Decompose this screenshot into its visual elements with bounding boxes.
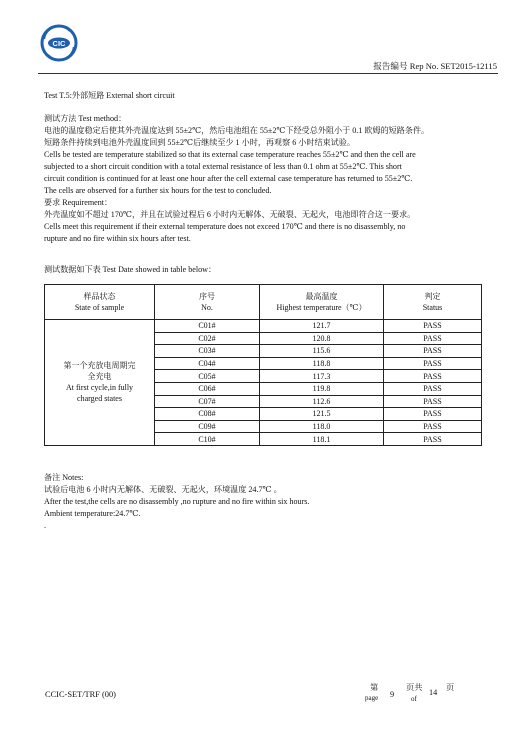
results-table [44,284,482,446]
method-line: The cells are observed for a further six hours for the test to concluded. [44,186,272,195]
header-no-en: No. [201,303,213,312]
header-state-cn: 样品状态 [83,292,116,301]
header-status-en: Status [422,303,443,312]
cell-no: C02# [155,332,260,345]
requirement-line: Cells meet this requirement if their external temperature does not exceed 170℃ and there is no disassembly, no [44,222,406,231]
cell-no: C05# [155,370,260,383]
header-state-en: State of sample [74,303,125,312]
form-code: CCIC-SET/TRF (00) [45,690,116,699]
notes-dot: . [44,521,47,530]
header-divider [38,73,498,74]
cell-temp: 119.8 [260,382,384,395]
cell-status: PASS [384,357,482,370]
cell-status: PASS [384,420,482,433]
cell-status: PASS [384,382,482,395]
method-line: subjected to a short circuit condition with a total external resistance of less than 0.1 ohm at 55±2℃. This short [44,162,402,171]
cell-no: C08# [155,408,260,421]
cell-temp: 118.8 [260,357,384,370]
logo-text: CIC [52,39,66,48]
cell-temp: 117.3 [260,370,384,383]
method-line: circuit condition is continued for at least one hour after the cell external case temperature has returned to 55±2℃. [44,174,413,183]
requirement-line: 外壳温度如不超过 170℃，并且在试验过程后 6 小时内无解体、无破裂、无起火，电池即符合这一要求。 [44,210,416,219]
ccic-logo [40,24,78,62]
header-temp-cn: 最高温度 [305,292,338,301]
section-title: Test T.5:外部短路 External short circuit [44,91,175,100]
notes-line: Ambient temperature:24.7℃. [44,509,141,518]
table-header-row [45,285,482,320]
cell-no: C06# [155,382,260,395]
sample-state-cell [45,320,155,446]
cell-temp: 121.5 [260,408,384,421]
header-state [45,285,155,320]
cell-temp: 118.1 [260,433,384,446]
table-row [45,320,482,333]
cell-no: C04# [155,357,260,370]
method-heading: 测试方法 Test method： [44,114,127,123]
notes-line: 试验后电池 6 小时内无解体、无破裂、无起火，环境温度 24.7℃ 。 [44,485,282,494]
report-number: 报告编号 Rep No. SET2015-12115 [373,61,497,71]
header-temp-en: Highest temperature（℃） [276,303,367,312]
cell-status: PASS [384,395,482,408]
state-cn-2: 全充电 [87,372,112,382]
cell-status: PASS [384,433,482,446]
total-pages: 14 [429,688,438,697]
page-end-cn: 页 [446,683,455,692]
of-label-en: of [411,695,417,703]
requirement-line: rupture and no fire within six hours after test. [44,234,191,243]
cell-status: PASS [384,332,482,345]
header-no-cn: 序号 [199,292,215,301]
cell-no: C10# [155,433,260,446]
cell-status: PASS [384,345,482,358]
page-number: 9 [390,690,395,699]
cell-temp: 118.0 [260,420,384,433]
method-line: 电池的温度稳定后使其外壳温度达到 55±2℃，然后电池组在 55±2℃下经受总外阻小于 0.1 欧姆的短路条件。 [44,126,430,135]
page-label-cn: 第 [370,683,379,692]
cell-no: C09# [155,420,260,433]
table-intro: 测试数据如下表 Test Date showed in table below： [44,265,217,274]
header-status [384,285,482,320]
of-label-cn: 页共 [406,683,423,692]
state-en-2: charged states [77,394,122,404]
header-no [155,285,260,320]
cell-temp: 121.7 [260,320,384,333]
requirement-heading: 要求 Requirement： [44,198,113,207]
cell-no: C01# [155,320,260,333]
method-line: 短路条件持续到电池外壳温度回到 55±2℃后继续至少 1 小时，再观察 6 小时结束试验。 [44,138,355,147]
header-temp [260,285,384,320]
state-cn-1: 第一个充放电周期完 [63,361,136,371]
cell-no: C07# [155,395,260,408]
cell-temp: 115.6 [260,345,384,358]
cell-temp: 112.6 [260,395,384,408]
cell-no: C03# [155,345,260,358]
cell-temp: 120.8 [260,332,384,345]
notes-heading: 备注 Notes: [44,473,84,482]
page-label-en: page [365,694,379,702]
notes-line: After the test,the cells are no disassembly ,no rupture and no fire within six hours. [44,497,310,506]
cell-status: PASS [384,320,482,333]
header-status-cn: 判定 [424,292,441,301]
cell-status: PASS [384,370,482,383]
state-en-1: At first cycle,in fully [65,383,134,393]
cell-status: PASS [384,408,482,421]
method-line: Cells be tested are temperature stabilized so that its external case temperature reaches 55±2℃ and then the cell are [44,150,416,159]
